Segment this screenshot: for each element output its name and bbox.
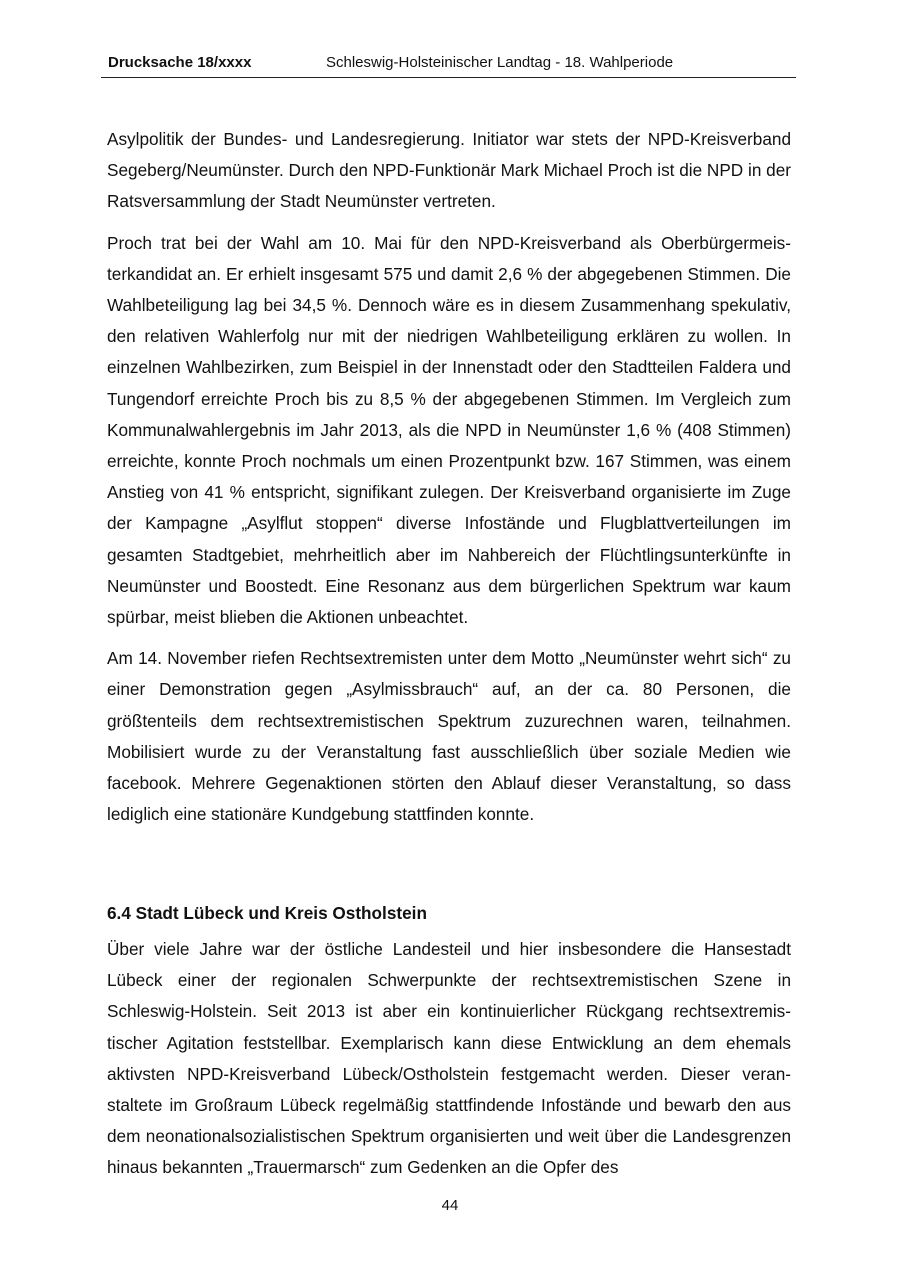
paragraph-3: Am 14. November riefen Rechtsextremisten unter dem Motto „Neumünster wehrt sich“ zu einer Demonstration gegen „Asylmissbrauch“ auf, an der ca. 80 Personen, die größtenteils dem rechtsextremistischen Spektrum zuzurechnen waren, teilnahmen. Mobilisiert wurde zu der Veranstaltung fast ausschließlich über soziale Medien wie facebook. Mehrere Gegenaktionen störten den Ablauf dieser Veranstaltung, so dass lediglich eine stationäre Kundgebung stattfinden konnte. [107,648,791,825]
drucksache-number: Drucksache 18/xxxx [108,54,252,71]
paragraph-1: Asylpolitik der Bundes- und Landesregierung. Initiator war stets der NPD-Kreisverband Segeberg/Neumünster. Durch den NPD-Funktionär Mark Michael Proch ist die NPD in der Ratsversammlung der Stadt Neumünster vertreten. [107,129,791,212]
page-number: 44 [441,1197,459,1214]
header-title: Schleswig-Holsteinischer Landtag - 18. Wahlperiode [326,54,674,71]
paragraph-2: Proch trat bei der Wahl am 10. Mai für den NPD-Kreisverband als Oberbürgermeisterkandidat an. Er erhielt insgesamt 575 und damit 2,6 % der abgegebenen Stimmen. Die Wahlbeteiligung lag bei 34,5 %. Dennoch wäre es in diesem Zusammenhang spekulativ, den relativen Wahlerfolg nur mit der niedrigen Wahlbeteiligung erklären zu wollen. In einzelnen Wahlbezirken, zum Beispiel in der Innenstadt oder den Stadtteilen Faldera und Tungendorf erreichte Proch bis zu 8,5 % der abgegebenen Stimmen. Im Vergleich zum Kommunalwahlergebnis im Jahr 2013, als die NPD in Neumünster 1,6 % (408 Stimmen) erreichte, konnte Proch nochmals um einen Prozentpunkt bzw. 167 Stimmen, was einem Anstieg von 41 % entspricht, signifikant zulegen. Der Kreisverband organisierte im Zuge der Kampagne „Asylflut stoppen“ diverse Infostände und Flugblattverteilungen im gesamten Stadtgebiet, mehrheitlich aber im Nahbereich der Flüchtlingsunterkünfte in Neumünster und Boostedt. Eine Resonanz aus dem bürgerlichen Spektrum war kaum spürbar, meist blieben die Aktionen unbeachtet. [107,232,791,628]
section-heading: 6.4 Stadt Lübeck und Kreis Ostholstein [107,903,427,923]
section-paragraph: Über viele Jahre war der östliche Landesteil und hier insbesondere die Hansestadt Lübeck einer der regionalen Schwerpunkte der rechtsextremistischen Szene in Schleswig-Holstein. Seit 2013 ist aber ein kontinuierlicher Rückgang rechtsextremistischer Agitation feststellbar. Exemplarisch kann diese Entwicklung an dem ehemals aktivsten NPD-Kreisverband Lübeck/Ostholstein festgemacht werden. Dieser veranstaltete im Großraum Lübeck regelmäßig stattfindende Infostände und bewarb den aus dem neonationalsozialistischen Spektrum organisierten und weit über die Landesgrenzen hinaus bekannten „Trauermarsch“ zum Gedenken an die Opfer des [107,939,791,1178]
section-body [107,934,791,1184]
page-header [101,52,796,78]
document-body [107,124,791,840]
